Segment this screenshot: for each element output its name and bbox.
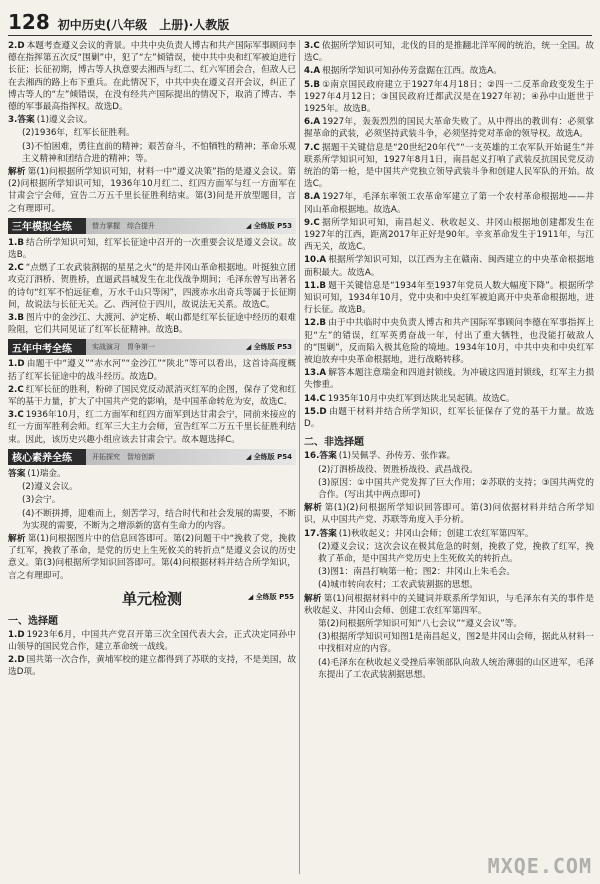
answer-paragraph bbox=[8, 358, 296, 382]
answer-paragraph bbox=[304, 116, 594, 140]
answer-block-nonchoice bbox=[304, 450, 594, 681]
answer-text: (2)汀泗桥战役、贺胜桥战役、武昌战役。 bbox=[318, 464, 478, 475]
section-banner-core bbox=[8, 449, 296, 465]
answer-text: “点燃了工农武装割据的星星之火”的是井冈山革命根据地。叶挺独立团攻克汀泗桥、贺胜桥，直逼武昌城发生在北伐战争期间；毛泽东曾写出著名的诗句“红军不怕远征难，万水千山只等闲”，四渡赤水出奇兵等属于长征期间，故说法与长征无关。乙、西河位于四川，故说法无关系。故选C。 bbox=[8, 263, 296, 310]
answer-text: 由题干材料并结合所学知识，红军长征保存了党的基干力量。故选D。 bbox=[304, 406, 594, 430]
answer-number: 10.A bbox=[304, 255, 327, 266]
answer-text: 本题考查遵义会议的背景。中共中央负责人博古和共产国际军事顾问李德在指挥第五次反“围剿”中，犯了“左”倾错误，使中共中央和红军被迫进行长征；长征初期，博古等人执意要去湘西与红二、红六军团会合，但敌人已在去湘西的路上布下重兵。在此情况下，中共中央在遵义召开会议，纠正了博古等人的“左”倾错误，在没有经共产国际提出的情况下，取消了博古、李德的军事最高指挥权。故选D。 bbox=[8, 41, 296, 113]
answer-number: 2.D bbox=[8, 655, 25, 666]
answer-text: 由于中共临时中央负责人博古和共产国际军事顾问李德在军事指挥上犯“左”的错误，红军英勇奋战一年，付出了重大牺牲，也没能打破敌人的“围剿”，反而陷入极其危险的境地。1934年10月，中共中央和中央红军被迫放弃中央革命根据地，进行战略转移。 bbox=[304, 318, 594, 366]
left-column bbox=[8, 40, 296, 880]
answer-number: 3.B bbox=[8, 313, 24, 324]
answer-text: (1)遵义会议。 bbox=[36, 115, 93, 126]
banner-page-ref: ◢ 全练版 P53 bbox=[245, 343, 292, 352]
answer-text: 1923年6月，中国共产党召开第三次全国代表大会，正式决定同孙中山领导的国民党合作，建立革命统一战线。 bbox=[8, 629, 296, 652]
answer-text: 图片中的金沙江、大渡河、泸定桥、岷山都是红军长征途中经历的艰难险阻，它们共同见证了红军长征精神。故选B。 bbox=[8, 313, 296, 336]
answer-block-choice-cont bbox=[304, 40, 594, 430]
answer-number: 8.A bbox=[304, 192, 321, 203]
answer-paragraph bbox=[8, 237, 296, 261]
answer-paragraph bbox=[8, 409, 296, 446]
section-banner-five-year bbox=[8, 339, 296, 355]
answer-paragraph bbox=[304, 217, 594, 254]
banner-subtitle: 开拓探究 智培创新 bbox=[92, 452, 155, 461]
answer-paragraph bbox=[304, 657, 594, 681]
answer-number: 6.A bbox=[304, 117, 321, 128]
answer-text: 1927年，毛泽东率领工农革命军建立了第一个农村革命根据地——井冈山革命根据地。故选A。 bbox=[304, 192, 594, 215]
answer-paragraph bbox=[304, 566, 594, 578]
answer-paragraph bbox=[304, 593, 594, 617]
answer-text: (4)毛泽东在秋收起义受挫后率领部队向敌人统治薄弱的山区进军，毛泽东提出了工农武装割据思想。 bbox=[318, 657, 594, 680]
page-header bbox=[8, 6, 592, 36]
unit-page-ref: ◢ 全练版 P55 bbox=[247, 592, 294, 601]
answer-paragraph bbox=[304, 502, 594, 526]
answer-paragraph bbox=[304, 280, 594, 317]
answer-paragraph bbox=[304, 367, 594, 391]
answer-paragraph bbox=[8, 508, 296, 532]
answer-text: 第(1)问根据图片中的信息回答即可。第(2)问题干中“挽救了党，挽救了红军，挽救了革命，是党的历史上生死攸关的转折点”是遵义会议的历史意义。第(3)问根据所学知识回答即可。第(4)问根据材料并结合所学知识，言之有理即可。 bbox=[8, 533, 296, 581]
answer-paragraph bbox=[8, 494, 296, 506]
answer-text: 根据所学知识可知，以江西为主在赣南、闽西建立的中央革命根据地面积最大。故选A。 bbox=[304, 255, 594, 278]
answer-number: 3.C bbox=[304, 41, 320, 51]
answer-paragraph bbox=[8, 384, 296, 408]
answer-paragraph bbox=[8, 533, 296, 582]
answer-text: (1)秋收起义；井冈山会师；创建工农红军第四军。 bbox=[338, 528, 534, 539]
answer-paragraph bbox=[8, 468, 296, 480]
answer-number: 2.D bbox=[8, 41, 25, 51]
answer-number: 1.D bbox=[8, 359, 25, 370]
answer-paragraph bbox=[304, 528, 594, 540]
answer-number: 解析 bbox=[304, 593, 322, 604]
answer-paragraph bbox=[8, 141, 296, 165]
answer-text: 结合所学知识可知，红军长征途中召开的一次重要会议是遵义会议。故选B。 bbox=[8, 237, 296, 261]
banner-title: 五年中考全练 bbox=[12, 343, 72, 355]
answer-paragraph bbox=[8, 40, 296, 113]
answer-number: 9.C bbox=[304, 217, 320, 228]
answer-paragraph bbox=[8, 262, 296, 311]
answer-number: 5.B bbox=[304, 79, 320, 90]
answer-number: 14.C bbox=[304, 393, 326, 404]
answer-text: (3)图1：南昌打响第一枪；图2：井冈山上朱毛会。 bbox=[318, 567, 516, 578]
answer-number: 13.A bbox=[304, 368, 327, 379]
answer-paragraph bbox=[304, 579, 594, 591]
column-divider bbox=[299, 40, 300, 874]
book-title: 初中历史(八年级 上册)·人教版 bbox=[57, 18, 230, 32]
answer-text: (1)吴佩孚、孙传芳、张作霖。 bbox=[338, 451, 456, 462]
answer-paragraph bbox=[304, 79, 594, 116]
answer-block-core bbox=[8, 468, 296, 582]
answer-number: 15.D bbox=[304, 406, 327, 417]
answer-block-unit bbox=[8, 629, 296, 679]
answer-text: (2)遵义会议。 bbox=[22, 482, 78, 493]
answer-paragraph bbox=[8, 114, 296, 126]
answer-number: 11.B bbox=[304, 280, 327, 291]
answer-block-five-year bbox=[8, 358, 296, 445]
answer-number: 17.答案 bbox=[304, 528, 337, 539]
answer-text: 依据所学知识可知，北伐的目的是推翻北洋军阀的统治，统一全国。故选C。 bbox=[304, 41, 594, 64]
unit-test-title bbox=[8, 588, 296, 609]
answer-text: 由题干中“遵义”“赤水河”“金沙江”“陕北”等可以看出，这首诗高度概括了红军长征途中的战斗经历。故选D。 bbox=[8, 359, 296, 382]
section-heading-choice: 一、选择题 bbox=[8, 615, 58, 627]
answer-number: 2.C bbox=[8, 263, 24, 274]
answer-paragraph bbox=[8, 166, 296, 215]
banner-page-ref: ◢ 全练版 P53 bbox=[245, 221, 292, 230]
answer-number: 1.D bbox=[8, 629, 25, 640]
answer-text: (4)不断拼搏，迎难而上，刻苦学习，结合时代和社会发展的需要，不断为实现的需要，不断为之增添新的富有生命力的内容。 bbox=[22, 508, 296, 531]
banner-title: 三年模拟全练 bbox=[12, 222, 72, 234]
answer-paragraph bbox=[304, 450, 594, 462]
answer-number: 解析 bbox=[304, 503, 323, 514]
answer-text: (3)不怕困难，勇往直前的精神；艰苦奋斗，不怕牺牲的精神；革命乐观主义精神和团结合进的精神；等。 bbox=[22, 141, 296, 164]
answer-text: 国共第一次合作，黄埔军校的建立都得到了苏联的支持，不是美国，故选D项。 bbox=[8, 655, 296, 678]
answer-text: 第(1)问根据材料中的关键词并联系所学知识，与毛泽东有关的事件是秋收起义、井冈山会师、创建工农红军第四军。 bbox=[304, 593, 594, 616]
answer-number: 4.A bbox=[304, 66, 321, 77]
answer-block-top bbox=[8, 40, 296, 215]
banner-page-ref: ◢ 全练版 P54 bbox=[245, 452, 292, 461]
answer-number: 解析 bbox=[8, 167, 26, 178]
answer-paragraph bbox=[304, 65, 594, 77]
answer-text: 根据所学知识可知孙传芳盘踞在江西。故选A。 bbox=[322, 66, 502, 77]
answer-paragraph bbox=[8, 654, 296, 678]
answer-number: 16.答案 bbox=[304, 451, 337, 462]
banner-subtitle: 实战演习 胃争第一 bbox=[92, 343, 155, 352]
answer-paragraph bbox=[8, 312, 296, 336]
answer-text: 第(1)(2)问根据所学知识回答即可。第(3)问依据材料并结合所学知识，从中国共产党、苏联等角度入手分析。 bbox=[304, 503, 594, 526]
answer-text: 红军长征的胜利，粉碎了国民党反动派消灭红军的企图，保存了党和红军的基干力量，扩大了中国共产党的影响，是中国革命转危为安，故选C。 bbox=[8, 384, 296, 408]
answer-number: 12.B bbox=[304, 318, 327, 329]
page-number: 128 bbox=[8, 10, 50, 34]
answer-number: 解析 bbox=[8, 533, 26, 544]
answer-paragraph bbox=[8, 481, 296, 493]
answer-text: (2)1936年，红军长征胜利。 bbox=[22, 128, 135, 139]
answer-paragraph bbox=[304, 393, 594, 405]
answer-text: (4)城市转向农村；工农武装割据的思想。 bbox=[318, 580, 478, 591]
answer-paragraph bbox=[8, 127, 296, 139]
answer-paragraph bbox=[304, 541, 594, 565]
section-heading-nonchoice: 二、非选择题 bbox=[304, 437, 364, 449]
answer-paragraph bbox=[304, 40, 594, 64]
answer-paragraph bbox=[304, 317, 594, 366]
answer-text: (1)瑞金。 bbox=[27, 468, 66, 479]
watermark: MXQE.COM bbox=[487, 854, 592, 878]
answer-paragraph bbox=[304, 631, 594, 655]
answer-number: 2.C bbox=[8, 384, 24, 395]
answer-text: 第(1)问根据所学知识可知，材料一中“遵义决策”指的是遵义会议。第(2)问根据所学知识可知，1936年10月红二、红四方面军与红一方面军在甘肃会宁会师，宣告二万五千里长征胜利结束。第(3)问是开放型题目，言之有理即可。 bbox=[8, 167, 296, 214]
answer-text: (3)会宁。 bbox=[22, 495, 61, 506]
answer-text: (3)原因：①中国共产党发挥了巨大作用；②苏联的支持；③国共两党的合作。(写出其中两点即可) bbox=[318, 477, 594, 500]
answer-text: 据所学知识可知，南昌起义、秋收起义、井冈山根据地创建都发生在1927年的江西，距离2017年正好是90年。辛亥革命发生于1911年，与江西无关，故选C。 bbox=[304, 217, 594, 253]
answer-number: 答案 bbox=[8, 468, 26, 479]
answer-number: 7.C bbox=[304, 142, 320, 153]
answer-text: 解答本题注意瑞金和四道封锁线。为冲破这四道封锁线，红军主力损失惨重。 bbox=[304, 368, 594, 391]
answer-number: 1.B bbox=[8, 237, 24, 248]
answer-paragraph bbox=[8, 629, 296, 653]
banner-title: 核心素养全练 bbox=[12, 453, 72, 465]
answer-paragraph bbox=[304, 406, 594, 430]
answer-number: 3.C bbox=[8, 410, 24, 421]
answer-text: (2)遵义会议；这次会议在极其危急的时刻，挽救了党，挽救了红军，挽救了革命，是中国共产党历史上生死攸关的转折点。 bbox=[318, 541, 594, 564]
section-banner-three-year bbox=[8, 218, 296, 234]
answer-text: 据题干关键信息是“20世纪20年代”“一支英雄的工农军队开始诞生”并联系所学知识可知，1927年8月1日，南昌起义打响了武装反抗国民党反动统治的第一枪，是中国共产党独立领导武装斗争和创建人民军队的开始。故选C。 bbox=[304, 142, 594, 190]
answer-block-three-year bbox=[8, 237, 296, 337]
answer-text: 1927年，轰轰烈烈的国民大革命失败了。从中得出的教训有：必须掌握革命的武装，必须坚持武装斗争，必须坚持党对革命的领导权。故选A。 bbox=[304, 117, 594, 140]
unit-title-text: 单元检测 bbox=[121, 589, 182, 608]
answer-paragraph bbox=[304, 618, 594, 630]
answer-text: 题干关键信息是“1934年至1937年党员人数大幅度下降”。根据所学知识可知，1934年10月，党中央和中央红军被迫离开中央革命根据地，进行长征。故选B。 bbox=[304, 280, 594, 316]
answer-number: 3.答案 bbox=[8, 115, 35, 126]
right-column bbox=[304, 40, 594, 880]
answer-paragraph bbox=[304, 142, 594, 191]
answer-paragraph bbox=[304, 464, 594, 476]
answer-text: 1935年10月中央红军到达陕北吴起镇。故选C。 bbox=[327, 393, 515, 404]
answer-paragraph bbox=[304, 191, 594, 215]
answer-text: ①南京国民政府建立于1927年4月18日；②四一二反革命政变发生于1927年4月12日；③国民政府迁都武汉是在1927年初；④孙中山逝世于1925年。故选B。 bbox=[304, 79, 594, 115]
answer-text: 1936年10月，红二方面军和红四方面军到达甘肃会宁，同前来接应的红一方面军胜利会师。红军三大主力会师，宣告红军二万五千里长征胜利结束。因此，该历史兴趣小组应该去甘肃会宁。故本题选择C。 bbox=[8, 410, 296, 445]
banner-subtitle: 替力掌握 综合提升 bbox=[92, 221, 155, 230]
answer-text: (3)根据所学知识可知图1是南昌起义，图2是井冈山会师，据此从材料一中找相对应的内容。 bbox=[318, 632, 594, 655]
answer-text: 第(2)问根据所学知识可知“八七会议”“遵义会议”等。 bbox=[318, 618, 523, 629]
answer-paragraph bbox=[304, 254, 594, 278]
answer-paragraph bbox=[304, 477, 594, 501]
